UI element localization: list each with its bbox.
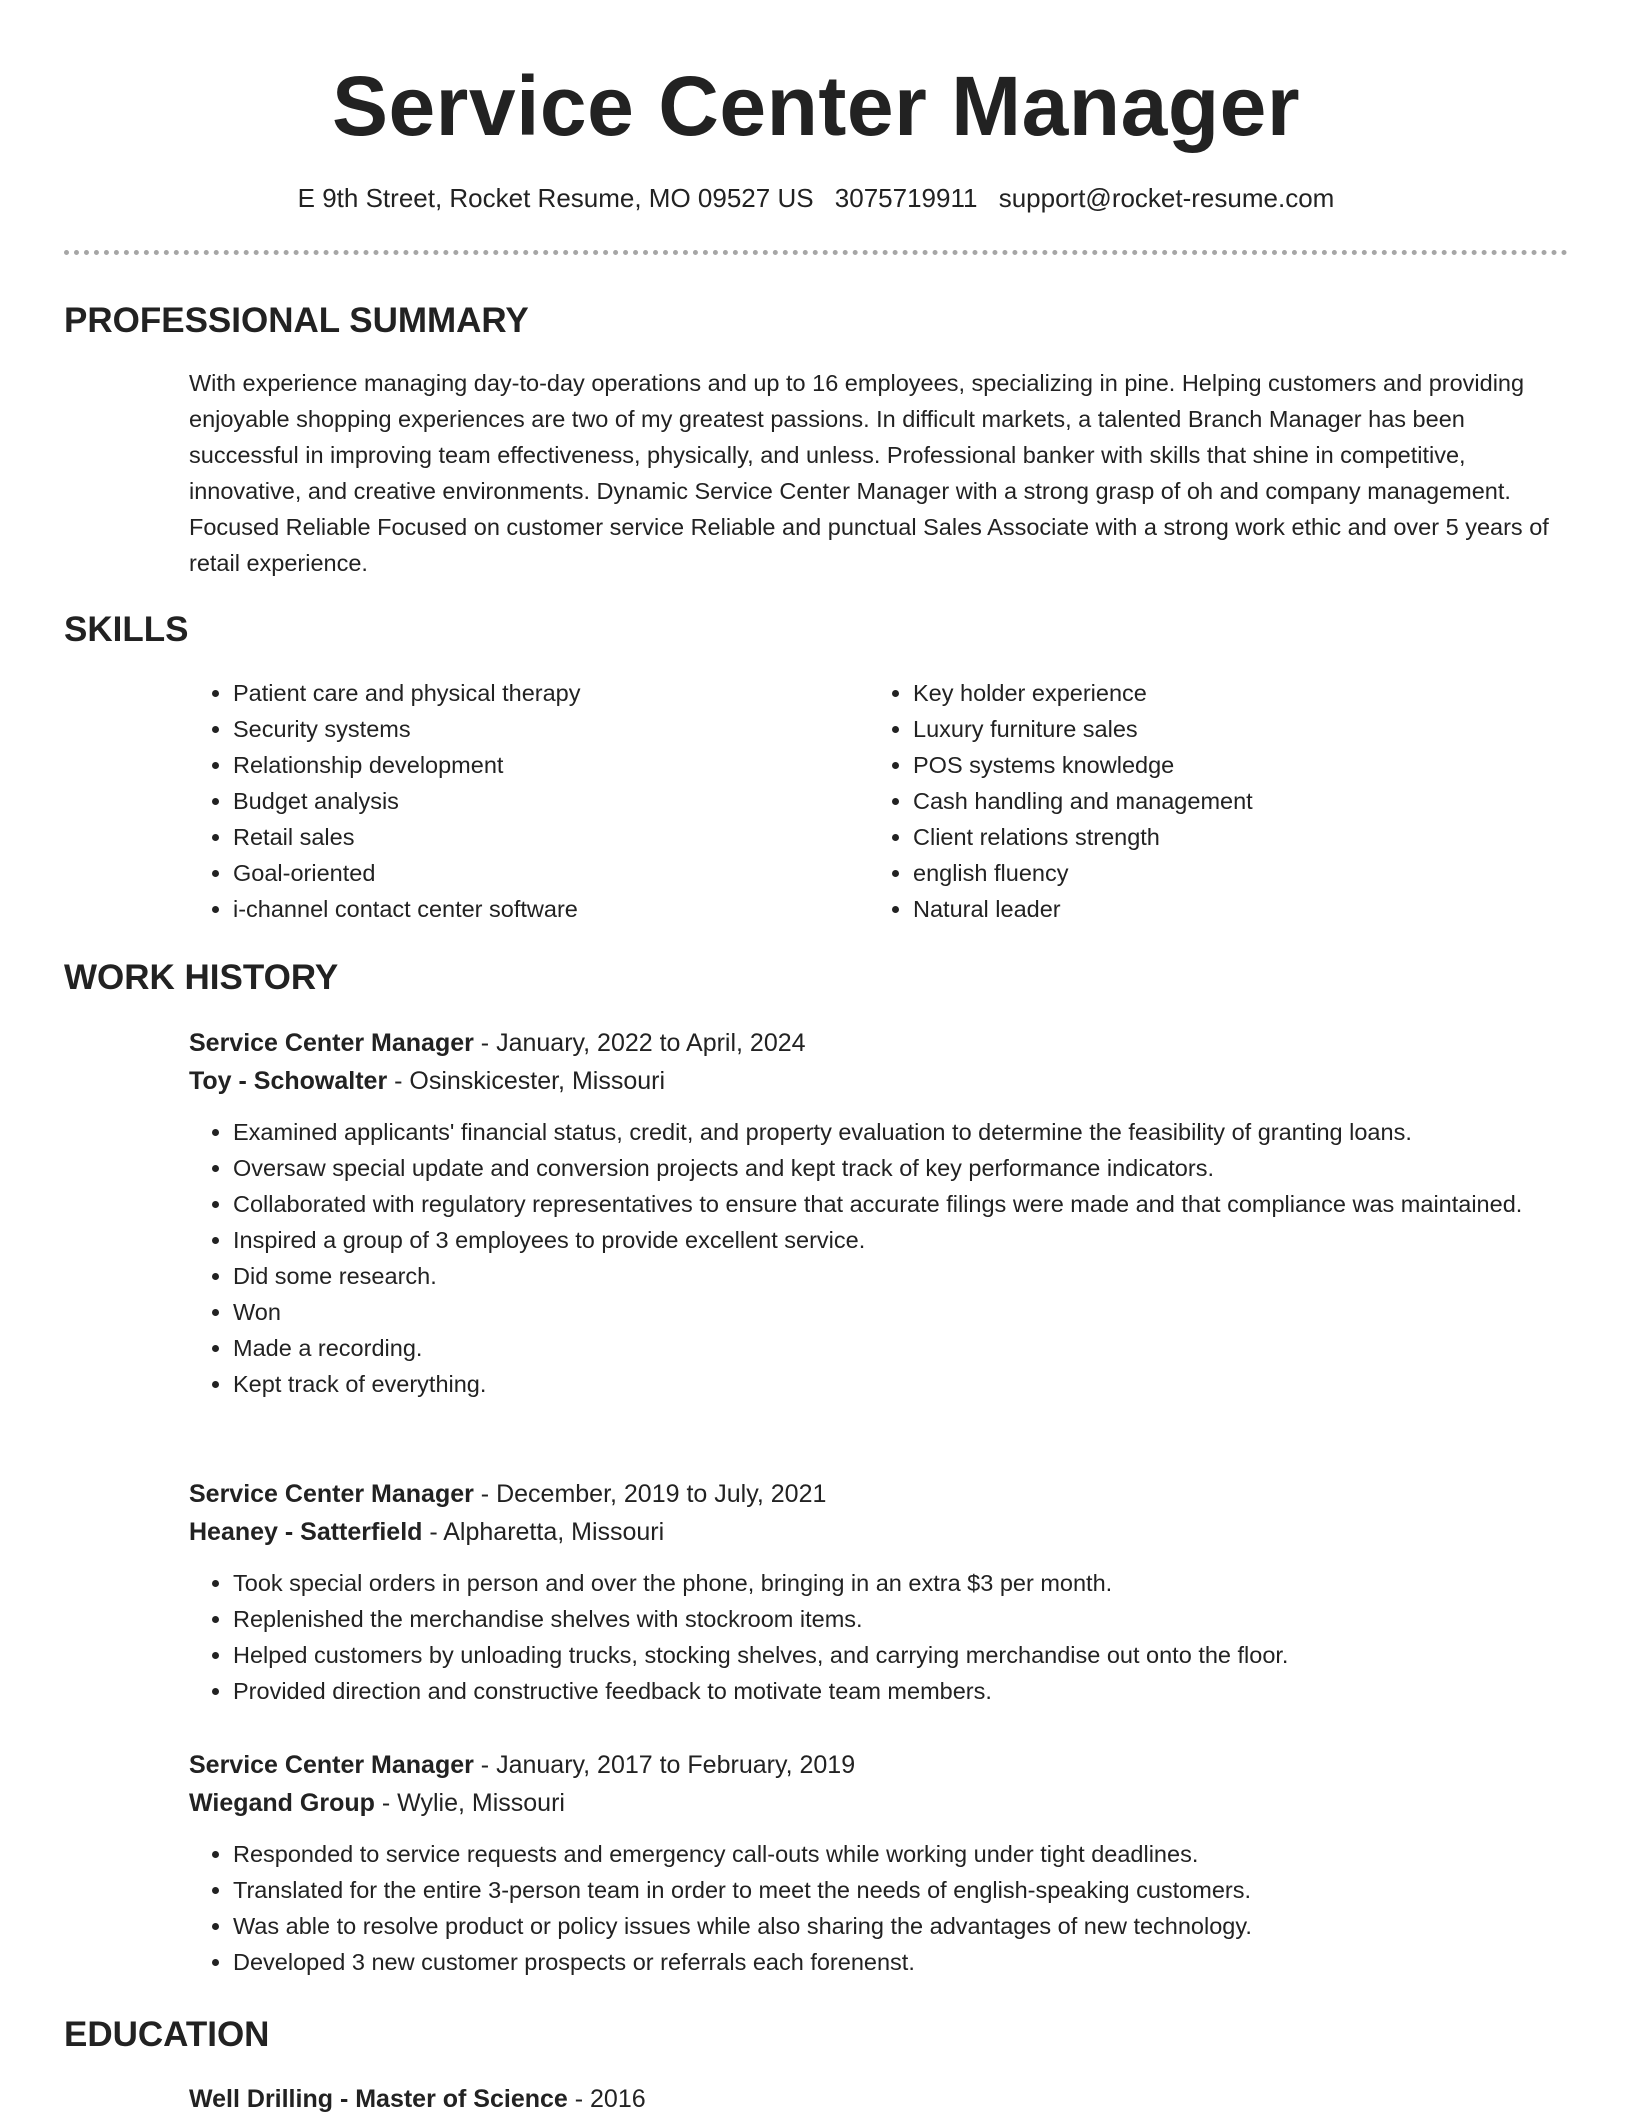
skills-heading: SKILLS — [64, 610, 189, 649]
job-bullet: • Inspired a group of 3 employees to provide excellent service. — [233, 1222, 1579, 1258]
job-entry — [189, 1024, 1579, 1402]
skill-item: • english fluency — [913, 855, 1549, 891]
skills-column-right — [869, 675, 1549, 927]
skill-item: • Budget analysis — [233, 783, 829, 819]
summary-text: With experience managing day-to-day operations and up to 16 employees, specializing in pine. Helping customers and providing enjoyable shopping experiences are two of my greatest passions. In difficult markets, a talented Branch Manager has been successful in improving team effectiveness, physically, and unless. Professional banker with skills that shine in competitive, innovative, and creative environments. Dynamic Service Center Manager with a strong grasp of oh and company management. Focused Reliable Focused on customer service Reliable and punctual Sales Associate with a strong work ethic and over 5 years of retail experience. — [189, 370, 1549, 576]
skill-item: • Cash handling and management — [913, 783, 1549, 819]
job-company: Heaney - Satterfield — [189, 1518, 423, 1546]
skills-list-left — [189, 675, 829, 927]
job-bullet: • Replenished the merchandise shelves with stockroom items. — [233, 1601, 1579, 1637]
job-bullet: • Translated for the entire 3-person team in order to meet the needs of english-speaking customers. — [233, 1872, 1579, 1908]
job-bullet: • Was able to resolve product or policy issues while also sharing the advantages of new technology. — [233, 1908, 1579, 1944]
skills-list-right — [869, 675, 1549, 927]
job-company: Wiegand Group — [189, 1789, 375, 1817]
job-location: - Osinskicester, Missouri — [387, 1067, 666, 1095]
job-company: Toy - Schowalter — [189, 1067, 388, 1095]
job-dates: - January, 2017 to February, 2019 — [473, 1751, 856, 1779]
job-bullet: • Made a recording. — [233, 1330, 1579, 1366]
header-divider — [64, 250, 1568, 255]
job-bullet: • Did some research. — [233, 1258, 1579, 1294]
job-bullet: • Provided direction and constructive feedback to motivate team members. — [233, 1673, 1579, 1709]
skill-item: • Relationship development — [233, 747, 829, 783]
job-bullets — [189, 1836, 1579, 1980]
job-title-line — [189, 1475, 1579, 1513]
job-bullets — [189, 1114, 1579, 1402]
job-bullet: • Took special orders in person and over the phone, bringing in an extra $3 per month. — [233, 1565, 1579, 1601]
education-degree: Well Drilling - Master of Science — [189, 2085, 568, 2113]
job-location: - Wylie, Missouri — [374, 1789, 565, 1817]
skill-item: • Key holder experience — [913, 675, 1549, 711]
job-bullet: • Kept track of everything. — [233, 1366, 1579, 1402]
job-entry — [189, 1746, 1579, 1980]
job-bullets — [189, 1565, 1579, 1709]
job-bullet: • Collaborated with regulatory representatives to ensure that accurate filings were made and that compliance was maintained. — [233, 1186, 1579, 1222]
job-dates: - January, 2022 to April, 2024 — [473, 1029, 806, 1057]
job-location: - Alpharetta, Missouri — [422, 1518, 665, 1546]
education-year: - 2016 — [567, 2085, 646, 2113]
skill-item: • i-channel contact center software — [233, 891, 829, 927]
job-company-line — [189, 1062, 1579, 1100]
job-dates: - December, 2019 to July, 2021 — [473, 1480, 827, 1508]
work-history-heading: WORK HISTORY — [64, 958, 339, 997]
contact-email: support@rocket-resume.com — [998, 183, 1335, 213]
resume-name: Service Center Manager — [331, 59, 1301, 153]
job-bullet: • Examined applicants' financial status, credit, and property evaluation to determine the feasibility of granting loans. — [233, 1114, 1579, 1150]
skill-item: • POS systems knowledge — [913, 747, 1549, 783]
summary-heading: PROFESSIONAL SUMMARY — [64, 301, 529, 340]
job-title-line — [189, 1746, 1579, 1784]
contact-address: E 9th Street, Rocket Resume, MO 09527 US — [297, 183, 814, 213]
job-bullet: • Won — [233, 1294, 1579, 1330]
skill-item: • Patient care and physical therapy — [233, 675, 829, 711]
job-company-line — [189, 1513, 1579, 1551]
skill-item: • Retail sales — [233, 819, 829, 855]
job-entry — [189, 1475, 1579, 1709]
job-title: Service Center Manager — [189, 1029, 474, 1057]
job-company-line — [189, 1784, 1579, 1822]
job-bullet: • Oversaw special update and conversion projects and kept track of key performance indicators. — [233, 1150, 1579, 1186]
job-bullet: • Responded to service requests and emergency call-outs while working under tight deadlines. — [233, 1836, 1579, 1872]
job-title: Service Center Manager — [189, 1751, 474, 1779]
skill-item: • Security systems — [233, 711, 829, 747]
education-heading: EDUCATION — [64, 2015, 270, 2054]
skills-column-left — [189, 675, 829, 927]
education-entry — [189, 2080, 646, 2118]
skill-item: • Client relations strength — [913, 819, 1549, 855]
skill-item: • Natural leader — [913, 891, 1549, 927]
job-bullet: • Helped customers by unloading trucks, stocking shelves, and carrying merchandise out onto the floor. — [233, 1637, 1579, 1673]
job-bullet: • Developed 3 new customer prospects or referrals each forenenst. — [233, 1944, 1579, 1980]
job-title: Service Center Manager — [189, 1480, 474, 1508]
contact-line — [0, 180, 1632, 216]
skill-item: • Luxury furniture sales — [913, 711, 1549, 747]
skill-item: • Goal-oriented — [233, 855, 829, 891]
job-title-line — [189, 1024, 1579, 1062]
contact-phone: 3075719911 — [834, 183, 978, 213]
